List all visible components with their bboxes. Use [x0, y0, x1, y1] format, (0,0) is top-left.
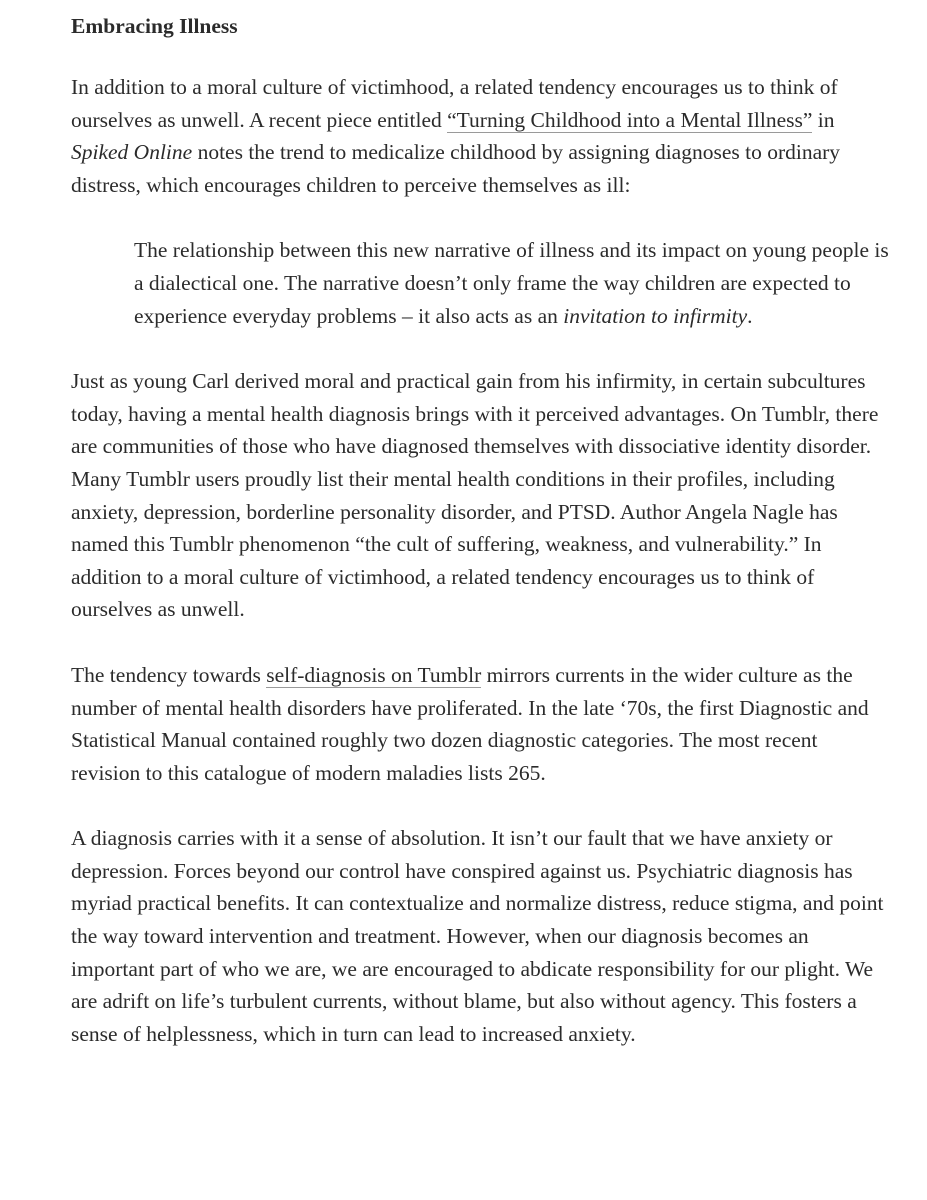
- quote-end: .: [747, 303, 753, 328]
- quote-emphasis: invitation to infirmity: [563, 303, 748, 328]
- paragraph-absolution: A diagnosis carries with it a sense of absolution. It isn’t our fault that we have anxiety or depression. Forces beyond our control have conspired against us. Psychiatric diagnosis has myriad practical benefits. It can contextualize and normalize distress, reduce stigma, and point the way toward intervention and treatment. However, when our diagnosis becomes an important part of who we are, we are encouraged to abdicate responsibility for our plight. We are adrift on life’s turbulent currents, without blame, but also without agency. This fosters a sense of helplessness, which in turn can lead to increased anxiety.: [71, 826, 884, 1046]
- paragraph-tumblr: Just as young Carl derived moral and practical gain from his infirmity, in certain subcultures today, having a mental health diagnosis brings with it perceived advantages. On Tumblr, there are communities of those who have diagnosed themselves with dissociative identity disorder. Many Tumblr users proudly list their mental health conditions in their profiles, including anxiety, depression, borderline personality disorder, and PTSD. Author Angela Nagle has named this Tumblr phenomenon “the cult of suffering, weakness, and vulnerability.” In addition to a moral culture of victimhood, a related tendency encourages us to think of ourselves as unwell.: [71, 369, 879, 622]
- turning-childhood-link[interactable]: “Turning Childhood into a Mental Illness”: [447, 107, 813, 132]
- quote-text: The relationship between this new narrative of illness and its impact on young people is a dialectical one. The narrative doesn’t only frame the way children are expected to experience everyday problems – it also acts as an: [134, 238, 889, 328]
- self-diagnosis-text-end: mirrors currents in the wider culture as the number of mental health disorders have proliferated. In the late ‘70s, the first Diagnostic and Statistical Manual contained roughly two dozen diagnostic categories. The most recent revision to this catalogue of modern maladies lists 265.: [71, 662, 869, 785]
- intro-text-in: in: [812, 107, 835, 132]
- block-quote: [134, 234, 891, 332]
- section-heading: Embracing Illness: [71, 14, 238, 38]
- paragraph-intro: [71, 71, 891, 201]
- intro-text-end: notes the trend to medicalize childhood by assigning diagnoses to ordinary distress, which encourages children to perceive themselves as ill:: [71, 140, 841, 197]
- self-diagnosis-text-start: The tendency towards: [71, 662, 267, 687]
- article-body: [71, 10, 891, 1083]
- paragraph-self-diagnosis: [71, 659, 891, 789]
- self-diagnosis-link[interactable]: self-diagnosis on Tumblr: [266, 662, 482, 687]
- publication-name: Spiked Online: [71, 140, 193, 165]
- intro-text-start: In addition to a moral culture of victimhood, a related tendency encourages us to think of ourselves as unwell. A recent piece entitled: [71, 75, 838, 132]
